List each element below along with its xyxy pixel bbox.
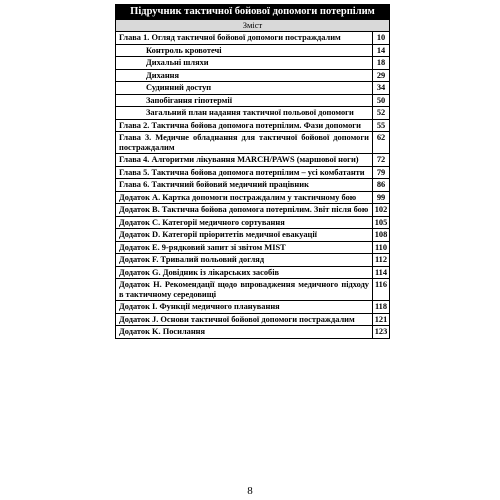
toc-entry-page: 79 [373,166,390,179]
toc-entry-page: 105 [373,216,390,229]
toc-row[interactable] [116,326,390,339]
contents-label: Зміст [115,20,390,31]
toc-entry-title: Додаток D. Категорії пріоритетів медичної евакуації [116,229,373,242]
toc-entry-page: 34 [373,82,390,95]
toc-entry-page: 86 [373,179,390,192]
toc-entry-title: Додаток H. Рекомендації щодо впровадження медичного підходу в тактичному середовищі [116,279,373,301]
toc-entry-page: 118 [373,301,390,314]
toc-table [115,31,390,339]
toc-row[interactable] [116,57,390,70]
toc-entry-title: Дихальні шляхи [116,57,373,70]
toc-entry-title: Контроль кровотечі [116,44,373,57]
toc-entry-page: 62 [373,132,390,154]
toc-entry-page: 52 [373,107,390,120]
toc-row[interactable] [116,254,390,267]
toc-entry-title: Глава 2. Тактична бойова допомога потерпілим. Фази допомоги [116,119,373,132]
toc-entry-title: Судинний доступ [116,82,373,95]
toc-row[interactable] [116,313,390,326]
toc-entry-title: Додаток G. Довідник із лікарських засобів [116,266,373,279]
toc-entry-page: 50 [373,94,390,107]
toc-row[interactable] [116,229,390,242]
toc-entry-title: Глава 6. Тактичний бойовий медичний працівник [116,179,373,192]
table-of-contents [115,4,390,339]
toc-row[interactable] [116,204,390,217]
toc-entry-title: Додаток В. Тактична бойова допомога потерпілим. Звіт після бою [116,204,373,217]
toc-entry-title: Глава 5. Тактична бойова допомога потерпілим – усі комбатанти [116,166,373,179]
toc-row[interactable] [116,216,390,229]
toc-row[interactable] [116,32,390,45]
toc-entry-page: 112 [373,254,390,267]
toc-entry-title: Додаток А. Картка допомоги постраждалим у тактичному бою [116,191,373,204]
toc-entry-title: Додаток K. Посилання [116,326,373,339]
toc-entry-page: 110 [373,241,390,254]
toc-entry-title: Додаток С. Категорії медичного сортування [116,216,373,229]
toc-row[interactable] [116,82,390,95]
toc-entry-page: 102 [373,204,390,217]
toc-entry-page: 121 [373,313,390,326]
toc-entry-title: Додаток F. Тривалий польовий догляд [116,254,373,267]
toc-entry-page: 116 [373,279,390,301]
toc-entry-title: Глава 4. Алгоритми лікування MARCH/PAWS (маршової ноги) [116,154,373,167]
toc-entry-title: Загальний план надання тактичної польової допомоги [116,107,373,120]
toc-entry-title: Додаток J. Основи тактичної бойової допомоги постраждалим [116,313,373,326]
toc-entry-page: 29 [373,69,390,82]
toc-row[interactable] [116,94,390,107]
toc-entry-page: 10 [373,32,390,45]
toc-entry-title: Дихання [116,69,373,82]
toc-entry-page: 72 [373,154,390,167]
toc-row[interactable] [116,266,390,279]
toc-entry-page: 14 [373,44,390,57]
toc-row[interactable] [116,132,390,154]
toc-entry-page: 99 [373,191,390,204]
page-number: 8 [247,485,253,497]
toc-entry-page: 55 [373,119,390,132]
toc-entry-page: 18 [373,57,390,70]
toc-entry-title: Запобігання гіпотермії [116,94,373,107]
toc-row[interactable] [116,119,390,132]
toc-entry-title: Глава 3. Медичне обладнання для тактичної бойової допомоги постраждалим [116,132,373,154]
toc-row[interactable] [116,179,390,192]
toc-row[interactable] [116,154,390,167]
toc-row[interactable] [116,44,390,57]
toc-row[interactable] [116,191,390,204]
toc-row[interactable] [116,107,390,120]
toc-row[interactable] [116,69,390,82]
toc-row[interactable] [116,279,390,301]
toc-entry-title: Додаток I. Функції медичного планування [116,301,373,314]
toc-entry-title: Глава 1. Огляд тактичної бойової допомоги постраждалим [116,32,373,45]
toc-entry-page: 123 [373,326,390,339]
toc-row[interactable] [116,241,390,254]
document-title: Підручник тактичної бойової допомоги потерпілим [115,4,390,20]
toc-entry-page: 108 [373,229,390,242]
toc-row[interactable] [116,166,390,179]
toc-entry-title: Додаток Е. 9-рядковий запит зі звітом MIST [116,241,373,254]
toc-entry-page: 114 [373,266,390,279]
toc-row[interactable] [116,301,390,314]
